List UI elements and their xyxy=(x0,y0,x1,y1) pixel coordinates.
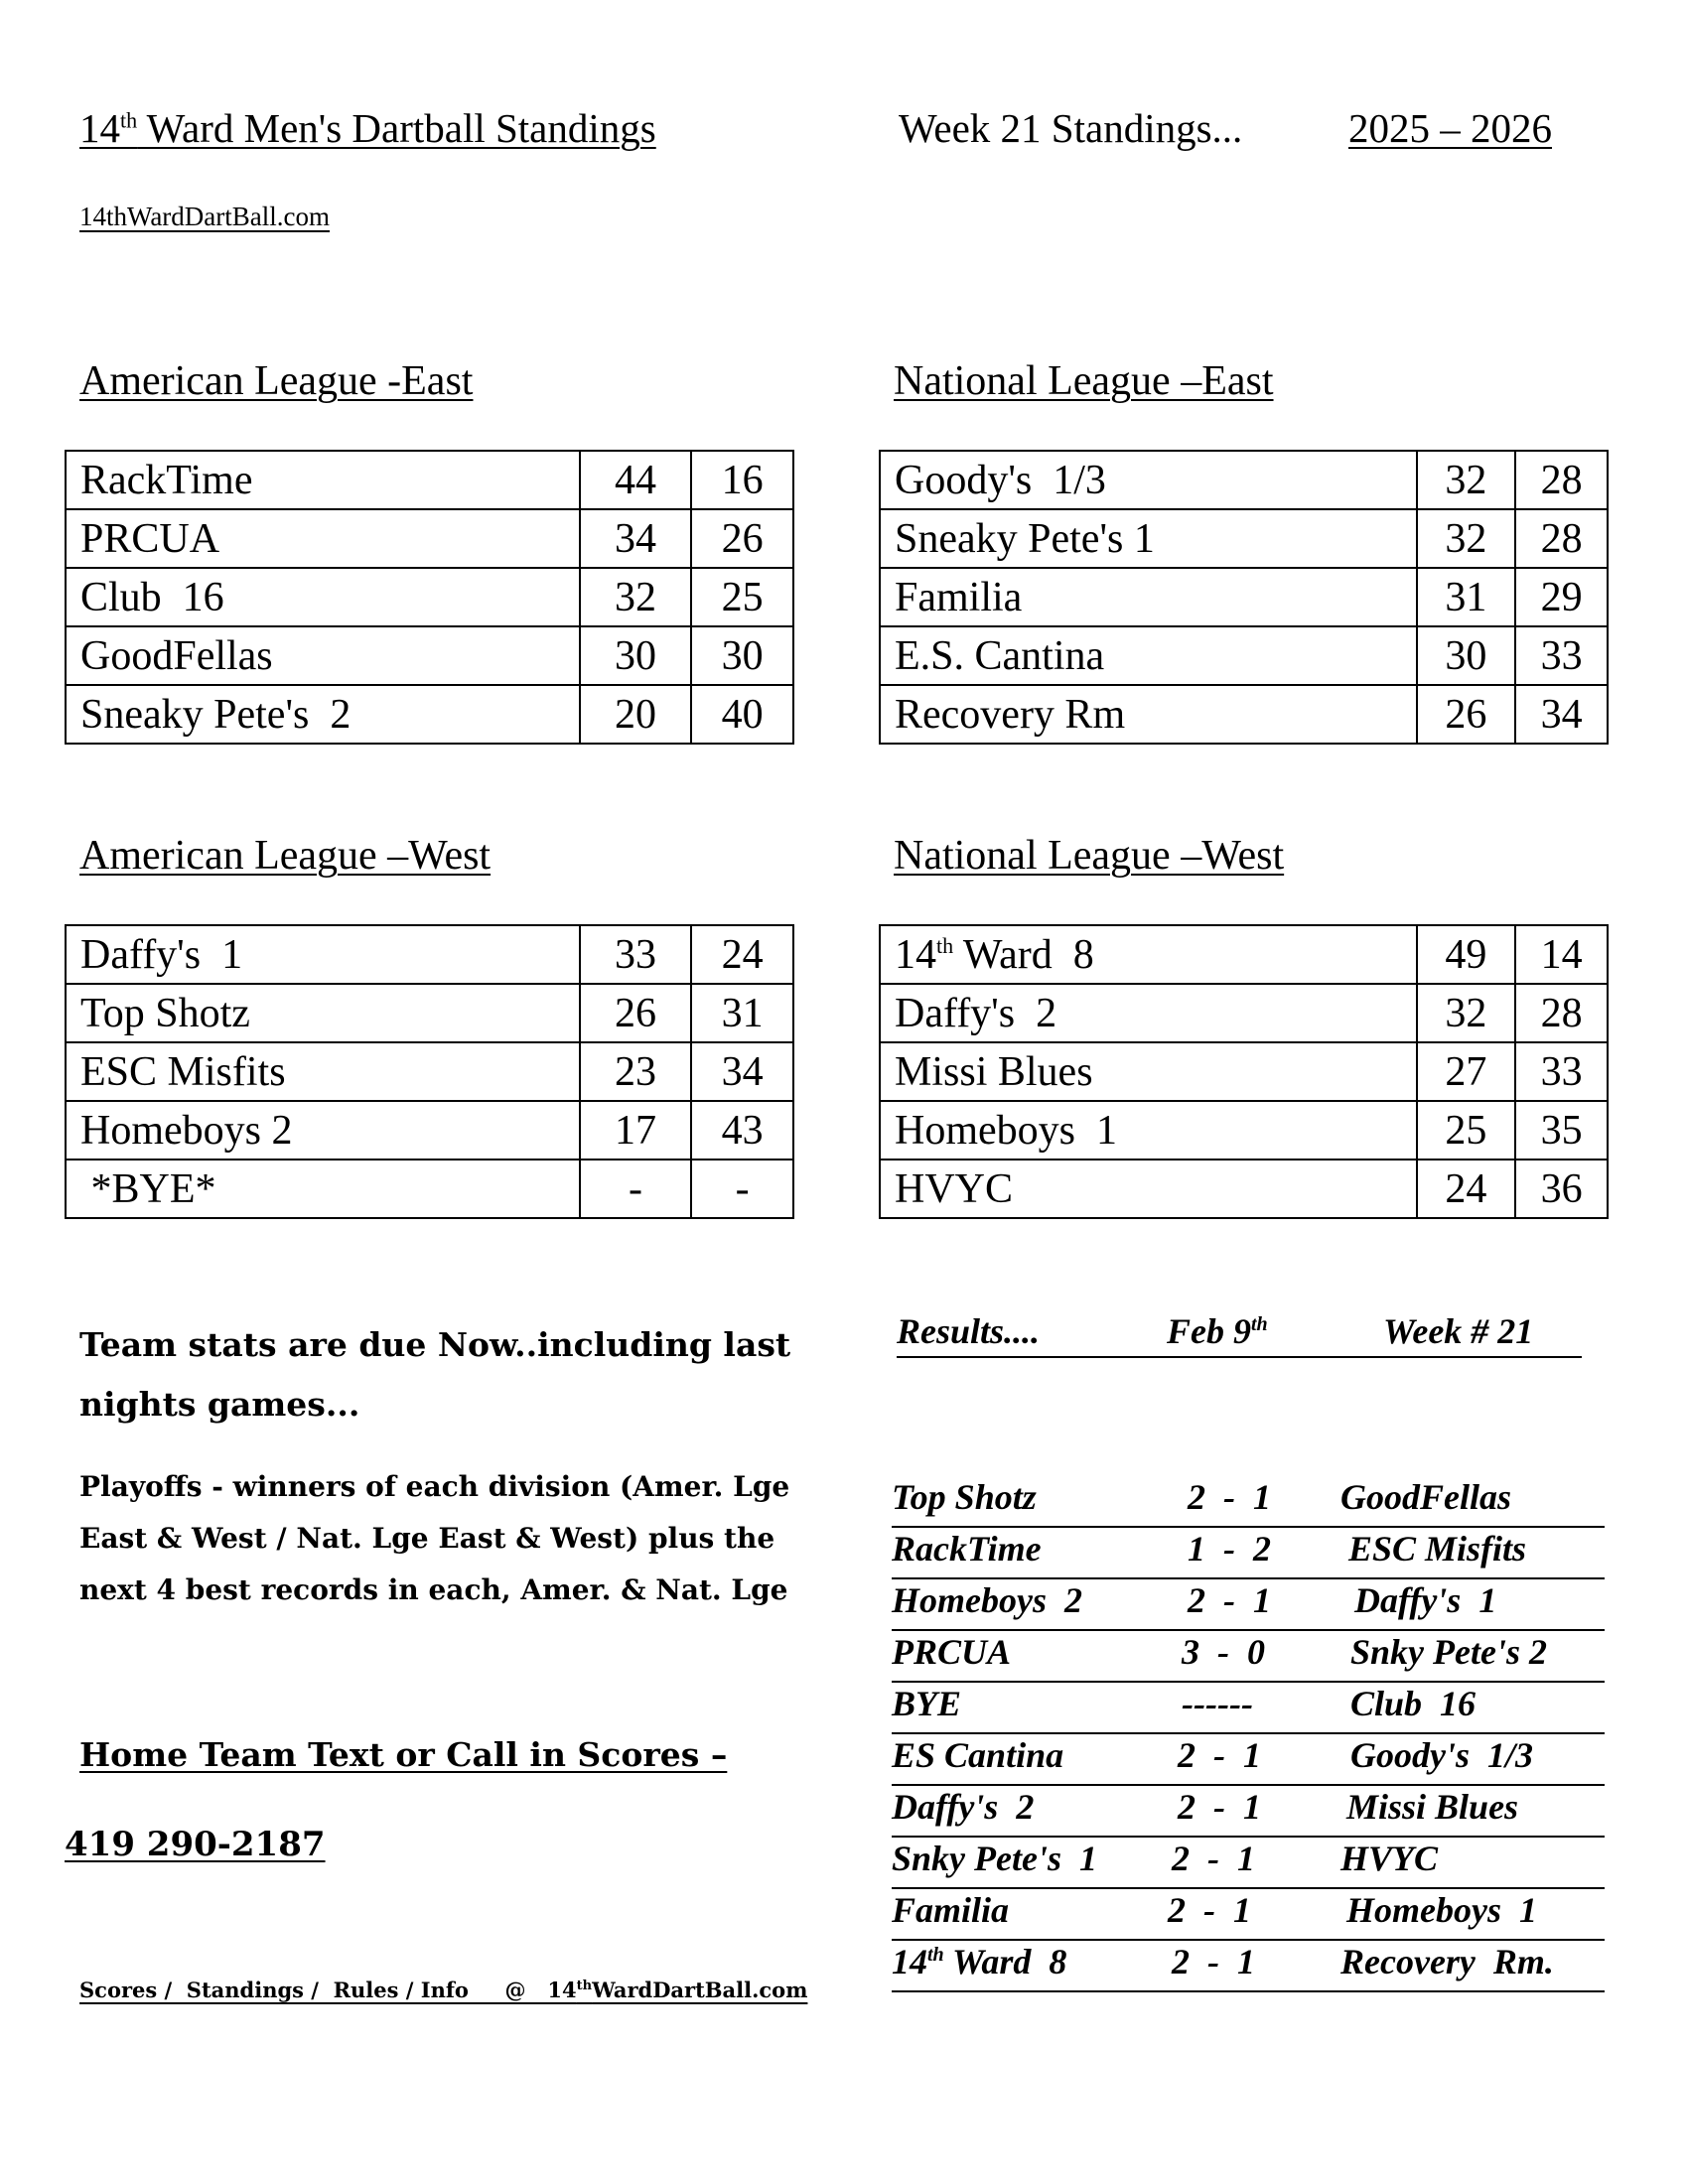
losses: 33 xyxy=(1515,626,1608,685)
table-row xyxy=(66,568,793,626)
team-name: Homeboys 1 xyxy=(880,1101,1417,1160)
table-row xyxy=(66,509,793,568)
home-team: RackTime xyxy=(892,1529,1042,1569)
result-row xyxy=(892,1941,1605,1992)
away-team: Recovery Rm. xyxy=(1340,1942,1554,1981)
footer-sup: th xyxy=(576,1979,593,1993)
table-row xyxy=(66,1101,793,1160)
game-score: 2 - 1 xyxy=(1172,1839,1255,1878)
team-name: Sneaky Pete's 2 xyxy=(66,685,580,744)
results-date-sup: th xyxy=(1251,1313,1268,1335)
away-team: Daffy's 1 xyxy=(1354,1580,1497,1620)
losses: 33 xyxy=(1515,1042,1608,1101)
losses: 43 xyxy=(691,1101,793,1160)
table-row xyxy=(880,451,1608,509)
losses: 34 xyxy=(1515,685,1608,744)
table-row xyxy=(880,984,1608,1042)
result-row xyxy=(892,1683,1605,1734)
team-name: Top Shotz xyxy=(66,984,580,1042)
team-name: RackTime xyxy=(66,451,580,509)
team-name: Familia xyxy=(880,568,1417,626)
wins: 49 xyxy=(1417,925,1516,984)
losses: 29 xyxy=(1515,568,1608,626)
game-score: ------ xyxy=(1182,1684,1253,1723)
losses: 14 xyxy=(1515,925,1608,984)
home-team: BYE xyxy=(892,1684,962,1723)
website-link[interactable]: 14thWardDartBall.com xyxy=(79,202,331,231)
wins: 31 xyxy=(1417,568,1516,626)
footer-site: WardDartBall.com xyxy=(592,1978,808,2002)
result-row xyxy=(892,1734,1605,1786)
home-team: Homeboys 2 xyxy=(892,1580,1082,1620)
losses: 28 xyxy=(1515,984,1608,1042)
team-name: ESC Misfits xyxy=(66,1042,580,1101)
table-row xyxy=(880,568,1608,626)
page-title xyxy=(79,104,656,152)
nl-west-title: National League –West xyxy=(894,833,1285,879)
table-row xyxy=(880,626,1608,685)
playoffs-note: Playoffs - winners of each division (Amer. Lge East & West / Nat. Lge East & West) plus the next 4 best records in each, Amer. & Nat. Lge xyxy=(79,1470,790,1606)
team-name: Missi Blues xyxy=(880,1042,1417,1101)
losses: 30 xyxy=(691,626,793,685)
home-team: ES Cantina xyxy=(892,1735,1064,1775)
table-row xyxy=(880,1101,1608,1160)
table-row xyxy=(66,1042,793,1101)
losses: - xyxy=(691,1160,793,1218)
results-date xyxy=(1167,1310,1268,1352)
away-team: Snky Pete's 2 xyxy=(1350,1632,1547,1672)
game-score: 2 - 1 xyxy=(1168,1890,1251,1930)
result-row xyxy=(892,1889,1605,1941)
table-row xyxy=(880,509,1608,568)
al-west-title: American League –West xyxy=(79,833,492,879)
table-row xyxy=(880,1160,1608,1218)
team-name: E.S. Cantina xyxy=(880,626,1417,685)
team-name: Recovery Rm xyxy=(880,685,1417,744)
away-team: Club 16 xyxy=(1350,1684,1477,1723)
home-team xyxy=(892,1941,1066,1982)
result-row xyxy=(892,1579,1605,1631)
team-name: Sneaky Pete's 1 xyxy=(880,509,1417,568)
footer-links xyxy=(79,1978,807,2002)
wins: 20 xyxy=(580,685,692,744)
result-row xyxy=(892,1786,1605,1838)
table-row xyxy=(880,1042,1608,1101)
title-text: Ward Men's Dartball Standings xyxy=(137,105,656,151)
table-row xyxy=(66,925,793,984)
footer-text: Scores / Standings / Rules / Info @ 14 xyxy=(79,1978,577,2002)
losses: 35 xyxy=(1515,1101,1608,1160)
wins: 23 xyxy=(580,1042,692,1101)
table-row xyxy=(880,685,1608,744)
game-score: 2 - 1 xyxy=(1178,1787,1261,1827)
away-team: Homeboys 1 xyxy=(1346,1890,1537,1930)
home-team: Top Shotz xyxy=(892,1477,1037,1517)
result-row xyxy=(892,1476,1605,1528)
wins: 32 xyxy=(580,568,692,626)
team-name-sup: th xyxy=(936,932,954,958)
away-team: ESC Misfits xyxy=(1348,1529,1527,1569)
team-name-number: 14 xyxy=(895,931,936,978)
wins: 30 xyxy=(580,626,692,685)
result-row xyxy=(892,1838,1605,1889)
team-name xyxy=(880,925,1417,984)
home-team: Familia xyxy=(892,1890,1010,1930)
wins: 17 xyxy=(580,1101,692,1160)
home-team: PRCUA xyxy=(892,1632,1012,1672)
team-name: Goody's 1/3 xyxy=(880,451,1417,509)
table-row xyxy=(66,984,793,1042)
team-name: Daffy's 2 xyxy=(880,984,1417,1042)
nl-west-table xyxy=(879,924,1609,1219)
losses: 24 xyxy=(691,925,793,984)
nl-east-table xyxy=(879,450,1609,745)
team-name: GoodFellas xyxy=(66,626,580,685)
week-label: Week 21 Standings... xyxy=(899,105,1243,151)
wins: 32 xyxy=(1417,984,1516,1042)
away-team: Goody's 1/3 xyxy=(1350,1735,1533,1775)
away-team: HVYC xyxy=(1340,1839,1439,1878)
nl-east-title: National League –East xyxy=(894,358,1274,404)
wins: 24 xyxy=(1417,1160,1516,1218)
home-team-note: Home Team Text or Call in Scores – xyxy=(79,1735,728,1774)
table-row xyxy=(880,925,1608,984)
team-name: Daffy's 1 xyxy=(66,925,580,984)
wins: 26 xyxy=(1417,685,1516,744)
wins: 34 xyxy=(580,509,692,568)
stats-due-note: Team stats are due Now..including last nights games... xyxy=(79,1325,791,1424)
results-header xyxy=(897,1310,1582,1358)
game-score: 3 - 0 xyxy=(1182,1632,1265,1672)
result-row xyxy=(892,1631,1605,1683)
wins: 30 xyxy=(1417,626,1516,685)
table-row xyxy=(66,1160,793,1218)
al-west-table xyxy=(65,924,794,1219)
phone-number[interactable]: 419 290-2187 xyxy=(65,1825,326,1864)
wins: 32 xyxy=(1417,509,1516,568)
wins: 26 xyxy=(580,984,692,1042)
table-row xyxy=(66,626,793,685)
game-score: 2 - 1 xyxy=(1188,1580,1271,1620)
home-team-number: 14 xyxy=(892,1942,927,1981)
wins: - xyxy=(580,1160,692,1218)
losses: 40 xyxy=(691,685,793,744)
game-score: 2 - 1 xyxy=(1188,1477,1271,1517)
game-score: 2 - 1 xyxy=(1178,1735,1261,1775)
home-team-rest: Ward 8 xyxy=(943,1942,1067,1981)
losses: 28 xyxy=(1515,509,1608,568)
team-name: *BYE* xyxy=(66,1160,580,1218)
home-team: Daffy's 2 xyxy=(892,1787,1035,1827)
title-sup: th xyxy=(120,107,138,133)
losses: 36 xyxy=(1515,1160,1608,1218)
away-team: GoodFellas xyxy=(1340,1477,1512,1517)
away-team: Missi Blues xyxy=(1346,1787,1519,1827)
wins: 27 xyxy=(1417,1042,1516,1101)
home-team: Snky Pete's 1 xyxy=(892,1839,1097,1878)
team-name: PRCUA xyxy=(66,509,580,568)
losses: 31 xyxy=(691,984,793,1042)
losses: 16 xyxy=(691,451,793,509)
results-date-text: Feb 9 xyxy=(1167,1311,1251,1351)
game-score: 1 - 2 xyxy=(1188,1529,1271,1569)
home-team-sup: th xyxy=(927,1944,944,1966)
result-row xyxy=(892,1528,1605,1579)
losses: 34 xyxy=(691,1042,793,1101)
table-row xyxy=(66,451,793,509)
wins: 25 xyxy=(1417,1101,1516,1160)
table-row xyxy=(66,685,793,744)
losses: 25 xyxy=(691,568,793,626)
season-label: 2025 – 2026 xyxy=(1348,105,1552,151)
wins: 44 xyxy=(580,451,692,509)
results-week: Week # 21 xyxy=(1383,1311,1534,1351)
al-east-title: American League -East xyxy=(79,358,474,404)
title-number: 14 xyxy=(79,105,120,151)
wins: 33 xyxy=(580,925,692,984)
losses: 26 xyxy=(691,509,793,568)
team-name-rest: Ward 8 xyxy=(953,931,1094,978)
wins: 32 xyxy=(1417,451,1516,509)
losses: 28 xyxy=(1515,451,1608,509)
game-score: 2 - 1 xyxy=(1172,1942,1255,1981)
team-name: Homeboys 2 xyxy=(66,1101,580,1160)
al-east-table xyxy=(65,450,794,745)
results-label: Results.... xyxy=(897,1311,1041,1351)
team-name: Club 16 xyxy=(66,568,580,626)
team-name: HVYC xyxy=(880,1160,1417,1218)
